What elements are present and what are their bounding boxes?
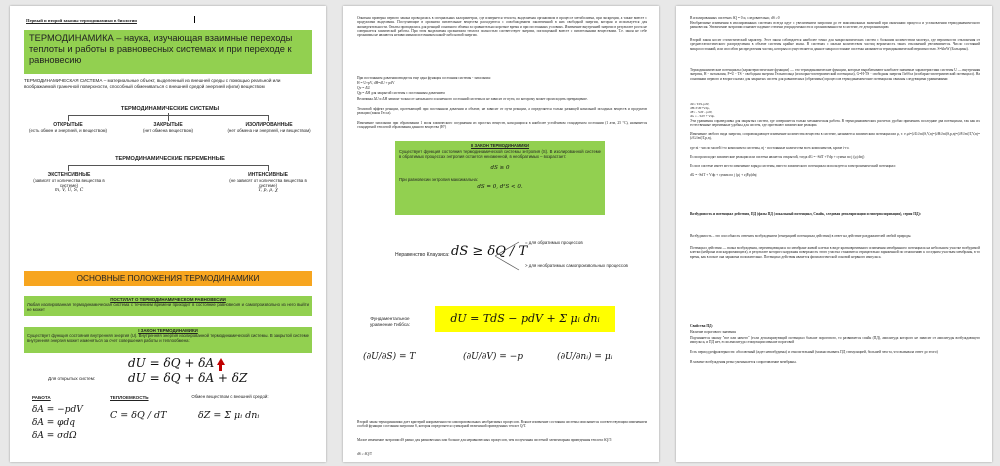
potential-dh: dH=TdS+Vdp, [690, 106, 710, 110]
work-label: РАБОТА [32, 395, 51, 400]
p3-properties-title: Свойства ПД: [690, 324, 713, 328]
work-formulas [32, 404, 83, 443]
second-law-text: Существует функция состояния термодинамической системы энтропия (S). В изолированной системе в обратимых процессах энтропия остается неизменной, в необратимых – возрастает: [399, 149, 601, 160]
p2-para-entropy-change: Малое изменение энтропии dS равно для равновесных или больше для неравновесных процессов, чем полученная системой элементарная приведенная теплота δQ/T: [357, 438, 613, 442]
variables-extensive [24, 172, 114, 193]
p2-para-enthalpy: При постоянном давлении вводится еще одна функция состояния системы - энтальпия: [357, 76, 491, 80]
p3-prop-all-or-none: Подчиняется закону "все или ничего" (если деполяризующий потенциал больше порогового, то развивается спайк (ПД), амплитуда которого не зависит от амплитуды возбуждающего импульса, и ПД нет, если амплитуда стимуляции меньше пороговой [690, 336, 980, 345]
p3-para-chemical-potential: Изменение любого вида энергии, сопровождающее изменение количества вещества в системе, называется химическим потенциалом µ, т. е.µi=(∂U/∂ni)S,V,nj=(∂H/∂ni)S,p,nj=(∂F/∂ni)T,V,nj=(∂G/∂ni)T,p,nj, [690, 132, 980, 141]
p3-para-irreversible: Необратимые изменения в изолированных системах всегда идут с увеличением энтропии до ее максимальных значений при окончании процесса и установлении термодинамического равновесия. Увеличение энтропии означает падение степени упорядоченности и организованности в системе, ее дезорганизацию. [690, 21, 980, 30]
variables-intensive-symbols: T, p, ρ, χ [258, 188, 278, 193]
clausius-irreversible: > для необратимых самопроизвольных процессов [525, 263, 628, 268]
exchange-formula: δZ = Σ μᵢ dnᵢ [198, 410, 260, 421]
p3-para-electrochemical: Если в системе имеет место изменение заряда системы, вместо химического потенциала используется электрохимический потенциал: [690, 164, 896, 168]
variables-title: ТЕРМОДИНАМИЧЕСКИЕ ПЕРЕМЕННЫЕ [115, 156, 225, 162]
postulate-text: Любая изолированная термодинамическая система с течением времени приходит в состояние равновесия и самопроизвольно из него выйти не может [27, 302, 309, 312]
system-open-name: ОТКРЫТЫЕ [53, 122, 83, 128]
variables-intensive-name: ИНТЕНСИВНЫЕ [248, 172, 288, 178]
partial-temperature: (∂U/∂S) = T [363, 352, 416, 362]
p3-potential-equations [690, 102, 980, 118]
potential-du: dU= TdS-pdV, [690, 102, 710, 106]
p3-para-potentials: Термодинамические потенциалы (характеристические функции) — это термодинамические функции, которые вырабатывают наиболее значимые характеристики системы U — внутренняя энергия, H - энтальпия, F=U - TS - свободная энергия Гельмгольца (изохорно-изотермический потенциал), G=H-TS - свободная энергия Гиббса (изобарно-изотермический потенциал). На основании первого и второго начал для закрытых систем для равновесных (обратимых) процессов термодинамические потенциалы связаны следующими уравнениями: [690, 68, 980, 81]
clausius-reversible: = для обратимых процессов [525, 240, 583, 245]
partial-chemical-potential: (∂U/∂nᵢ) = μᵢ [557, 352, 613, 362]
postulate-title: ПОСТУЛАТ О ТЕРМОДИНАМИЧЕСКОМ РАВНОВЕСИИ [110, 297, 226, 302]
systems-title: ТЕРМОДИНАМИЧЕСКИЕ СИСТЕМЫ [120, 106, 220, 112]
system-closed-desc: (нет обмена веществом) [143, 128, 193, 133]
definition-banner [24, 30, 312, 74]
p3-prop-refractory: Есть период рефрактерности: абсолютный (ждет невозбудимы) и относительный (можно вызвать ПД стимуляцией, большей чем та, что вызывала ответ до этого) [690, 350, 938, 354]
heat-capacity-label: ТЕПЛОЕМКОСТЬ [110, 395, 149, 400]
p2-formula-h: H = U+pV, dH=dU + pdV [357, 81, 395, 85]
second-law-box [395, 141, 605, 215]
open-systems-label: Для открытых систем: [48, 376, 96, 381]
exchange-label: Обмен веществом с внешней средой: [191, 394, 269, 399]
heat-capacity-formula: C = δQ / dT [110, 410, 167, 421]
clausius-label: Неравенство Клаузиса: [395, 252, 450, 258]
formula-closed-system: dU = δQ + δA [128, 356, 215, 370]
p2-para-hess-law: Тепловой эффект реакции, протекающей при постоянном давлении и объеме, не зависит от пути реакции, а определяется только разницей начальной исходных веществ и продуктов реакции (закон Гесса). [357, 107, 647, 116]
p2-para-standard-heat: Изменение энтальпии при образовании 1 моля химического соединения из простых веществ, находящихся в наиболее устойчивом стандартном состоянии (1 атм, 25 °С), называется стандартной теплотой образования данного вещества (H°) [357, 121, 647, 130]
p3-para-action-potential: Потенциал действия — волна возбуждения, перемещающаяся по мембране живой клетки в виде кратковременного изменения мембранного потенциала на небольшом участке возбудимой клетки (нейрона или кардиомиоцита), в результате которого наружная поверхность этого участка становится отрицательно заряженной по отношению к соседним участкам мембраны, в то время, как в покое она заряжена положительно. Потенциал действия является физиологической основой нервного импульса. [690, 246, 980, 259]
partial-pressure: (∂U/∂V) = −p [463, 352, 524, 362]
p3-para-moles: где ni - число молей i-го компонента системы, nj - постоянные количества всех компонентов, кроме i-го. [690, 146, 850, 150]
p2-formula-entropy: dS ≥ δQ/T [357, 452, 373, 456]
p2-formula-qv: Qv = ΔU [357, 86, 371, 90]
postulate-box [24, 296, 312, 316]
document-page-3 [676, 6, 992, 462]
formula-open-system: dU = δQ + δA + δZ [128, 371, 248, 385]
document-page-1 [10, 6, 326, 462]
gibbs-equation: dU = TdS − pdV + Σ μᵢ dnᵢ [450, 312, 600, 325]
first-law-title: I ЗАКОН ТЕРМОДИНАМИКИ [138, 328, 198, 333]
variables-extensive-symbols: m, V, U, S, C [54, 188, 84, 193]
system-open [28, 122, 108, 133]
system-definition: ТЕРМОДИНАМИЧЕСКАЯ СИСТЕМА – материальные объект, выделенный из внешней среды с помощью реальной или воображаемой граничной поверхности, способный обмениваться с внешней средой энергией и(или) веществом [24, 78, 281, 89]
p3-para-open-reactions: Если происходят химические реакции или система является открытой, тогда dG = -SdT +Vdp + сумма по j (µj dnj) [690, 155, 865, 159]
gibbs-label: Фундаментальное уравнение Гиббса: [370, 316, 410, 327]
p3-section-title: Возбудимость и потенциал действия, ПД (фазы ПД (локальный потенциал, Спайк, следовая деполяризация и гиперполяризация), серия ПД): [690, 212, 921, 216]
p3-para-excitability: Возбудимость – это способность отвечать возбуждением (генерацией потенциала действия) в ответ на действие раздражителей любой природы. [690, 234, 912, 238]
definition-banner-text: ТЕРМОДИНАМИКА – наука, изучающая взаимные переходы теплоты и работы в равновесных системах и при переходе к равновесию [29, 33, 293, 65]
p2-para-state-functions: Величины ΔU и ΔH зависят только от начального и конечного состояний системы и не зависят от пути, по которому может происходить превращение. [357, 97, 588, 101]
work-formula-mechanical: δA = −pdV [32, 405, 83, 415]
first-law-box [24, 327, 312, 353]
red-arrow-stem [219, 365, 222, 371]
variables-intensive-desc: (не зависят от количества вещества в системе) [229, 178, 307, 188]
system-open-desc: (есть обмен и энергией, и веществом) [28, 128, 107, 133]
variables-extensive-desc: (зависят от количества вещества в системе) [33, 178, 105, 188]
principles-banner-text: ОСНОВНЫЕ ПОЛОЖЕНИЯ ТЕРМОДИНАМИКИ [76, 274, 260, 283]
system-closed-name: ЗАКРЫТЫЕ [153, 122, 183, 128]
system-closed [128, 122, 208, 133]
p3-para-isolated: В изолированных системах δQ = 0 и, следовательно, dS ≥0 [690, 16, 780, 20]
text-cursor [194, 16, 195, 23]
clausius-bracket-icon [493, 236, 523, 276]
red-arrow-icon [217, 358, 225, 365]
work-formula-electric: δA = φdq [32, 418, 76, 428]
p3-prop-threshold-title: Наличие порогового значения [690, 330, 736, 334]
p3-para-statistical: Второй закон носит статистический характер. Этот закон соблюдается наиболее точно для макроскопических систем с большим количеством молекул, где вероятности отклонения от среднестатистического распределения в объеме системы крайне малы. В системах с малым количеством частиц вероятность таких отклонений увеличивается. Число состояний микросостояний, или способов распределения частиц, которым осуществляется данное макросостояние системы называется термодинамической вероятностью. S=klnW (Больцман). [690, 38, 980, 51]
principles-banner [24, 271, 312, 286]
system-isolated [224, 122, 314, 133]
variables-intensive [222, 172, 314, 193]
p3-para-closed-systems: Эти уравнения справедливы для закрытых систем, где совершается только механическая работа. В термодинамических расчетах удобно применять последние два потенциала, так как их естественные переменные удобны для систем, где протекают химические реакции. [690, 119, 980, 128]
p2-para-second-law-criterion: Второй закон термодинамики дает критерий направленности самопроизвольных необратимых процессов. Всякое изменение состояния системы описывается соответствующим изменением особой функции состояния энтропии S, которая определяется суммарной величиной приведенных теплот Q/T. [357, 420, 647, 429]
system-isolated-desc: (нет обмена ни энергией, ни веществом) [227, 128, 311, 133]
p3-prop-resistance: В момент возбуждения резко уменьшается сопротивление мембраны. [690, 360, 797, 364]
p2-formula-qp: Qp = ΔH для закрытой системы с постоянным давлением [357, 91, 445, 95]
clausius-formula: dS ≥ δQ / T [451, 244, 528, 259]
work-formula-surface: δA = σdΩ [32, 431, 77, 441]
variables-extensive-name: ЭКСТЕНСИВНЫЕ [47, 172, 91, 178]
second-law-formula-equilibrium: dS = 0, d²S < 0. [477, 183, 523, 190]
document-page-2 [343, 6, 659, 462]
potential-df: dF= - SdT - pdV, [690, 110, 713, 114]
system-isolated-name: ИЗОЛИРОВАННЫЕ [245, 122, 293, 128]
second-law-title: II ЗАКОН ТЕРМОДИНАМИКИ [470, 143, 530, 148]
gibbs-equation-box [435, 306, 615, 332]
p3-formula-electrochemical: dG = -SdT + Vdp + сумма по j (µj + zjFφ)dnj [690, 173, 757, 177]
second-law-equilibrium-text: При равновесии энтропия максимальна: [399, 176, 479, 182]
second-law-formula-isolated: dS ≥ 0 [490, 164, 510, 171]
potential-dg: dG = - SdT + Vdp. [690, 114, 715, 118]
page-heading: Первый и второй законы термодинамики в биологии [26, 18, 137, 23]
p2-para-calorimetry: Опытная проверка первого закона проводилась в специальных калориметрах, где измеряется теплота, выделяемая организмом в процессе метаболизма, при экскреции, а также вместе с продуктами выделения. Поступающие в организм питательные вещества расходуются с освобождением заключенной в них свободной энергии, которая и используется для жизнедеятельности. Опыты проводились для реакций основного обмена за сравнительно короткое время и при постоянных условиях. Изменение внутренней энергии в результате роста не совершается химической работы. При этом выделяемая организмом теплота полностью соответствует энергии, поглощенной вместе с питательными веществами. Т.е. закон не себе организмы не являются независимыми источником какой-либо новой энергии. [357, 16, 647, 38]
first-law-text: Существует функция состояния внутренняя энергия (U). Внутренняя энергия изолированной термодинамической системы. В закрытой системе внутренняя энергия может изменяться за счет совершения работы и теплообмена: [27, 333, 309, 343]
